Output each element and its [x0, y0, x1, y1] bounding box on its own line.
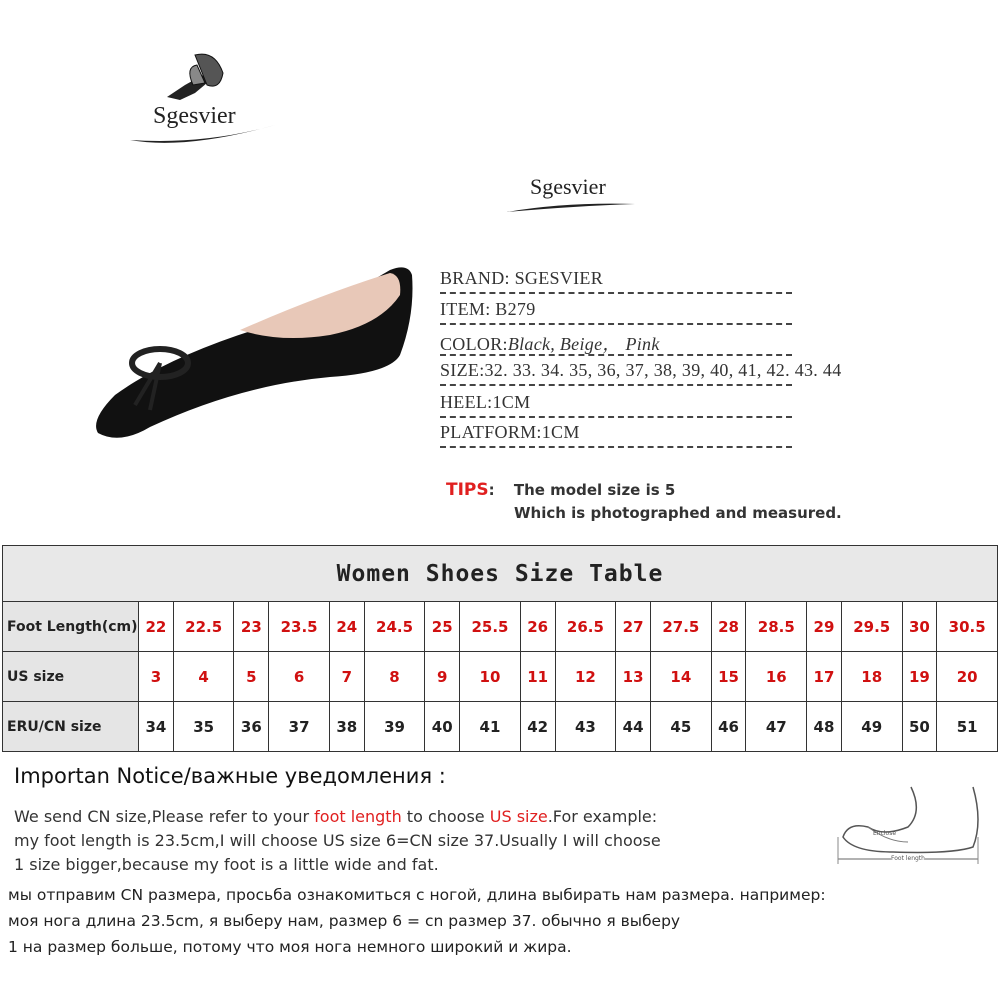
notice-text: We send CN size,Please refer to your	[14, 807, 315, 826]
notice-text: to choose	[401, 807, 490, 826]
product-info	[440, 266, 900, 456]
notice-english	[14, 805, 661, 877]
notice-text: my foot length is 23.5cm,I will choose US size 6=CN size 37.Usually I will choose	[14, 831, 661, 850]
tips-line1: The model size is 5	[513, 481, 676, 499]
divider	[440, 446, 792, 448]
table-cell: 28.5	[746, 602, 807, 652]
table-cell: 16	[746, 652, 807, 702]
foot-measure-diagram	[833, 782, 983, 872]
divider	[440, 416, 792, 418]
table-cell: 9	[425, 652, 460, 702]
table-cell: 10	[460, 652, 521, 702]
table-cell: 14	[651, 652, 712, 702]
table-row	[3, 652, 998, 702]
table-cell: 43	[555, 702, 616, 752]
table-cell: 50	[902, 702, 937, 752]
notice-title: Importan Notice/важные уведомления :	[14, 764, 446, 788]
table-cell: 26.5	[555, 602, 616, 652]
notice-highlight: US size	[489, 807, 548, 826]
table-cell: 22.5	[173, 602, 234, 652]
table-cell: 40	[425, 702, 460, 752]
table-cell: 35	[173, 702, 234, 752]
table-cell: 13	[616, 652, 651, 702]
table-cell: 37	[269, 702, 330, 752]
divider	[440, 354, 792, 356]
notice-highlight: foot length	[314, 807, 402, 826]
table-cell: 15	[711, 652, 746, 702]
item-field: ITEM: B279	[440, 299, 536, 319]
table-cell: 25.5	[460, 602, 521, 652]
notice-text: .For example:	[547, 807, 658, 826]
tips-line2: Which is photographed and measured.	[514, 504, 842, 522]
tips-colon: :	[488, 481, 495, 499]
size-table	[2, 545, 998, 752]
table-cell: 18	[841, 652, 902, 702]
notice-russian	[8, 882, 826, 960]
table-cell: 23	[234, 602, 269, 652]
tips-label: TIPS	[446, 480, 489, 500]
brand-logo-text: Sgesvier	[153, 103, 236, 129]
table-cell: 4	[173, 652, 234, 702]
table-cell: 29.5	[841, 602, 902, 652]
table-cell: 3	[139, 652, 174, 702]
table-row	[3, 702, 998, 752]
table-cell: 27.5	[651, 602, 712, 652]
table-cell: 24	[329, 602, 364, 652]
table-cell: 20	[937, 652, 998, 702]
swoosh-icon	[505, 194, 640, 216]
table-cell: 42	[520, 702, 555, 752]
table-cell: 34	[139, 702, 174, 752]
table-title: Women Shoes Size Table	[3, 546, 998, 602]
tips	[446, 480, 842, 522]
table-cell: 27	[616, 602, 651, 652]
brand-logo-text: Sgesvier	[530, 174, 606, 199]
size-field: SIZE:32. 33. 34. 35, 36, 37, 38, 39, 40, 41, 42. 43. 44	[440, 360, 842, 380]
butterfly-heel-icon	[125, 45, 285, 155]
table-cell: 25	[425, 602, 460, 652]
table-cell: 48	[807, 702, 842, 752]
notice-text: мы отправим CN размера, просьба ознакомиться с ногой, длина выбирать нам размера. например:	[8, 886, 826, 904]
platform-field: PLATFORM:1CM	[440, 422, 580, 442]
table-cell: 11	[520, 652, 555, 702]
table-cell: 24.5	[364, 602, 425, 652]
table-cell: 45	[651, 702, 712, 752]
table-cell: 46	[711, 702, 746, 752]
table-cell: 29	[807, 602, 842, 652]
table-cell: 49	[841, 702, 902, 752]
table-cell: 12	[555, 652, 616, 702]
color-field	[440, 330, 660, 356]
divider	[440, 384, 792, 386]
table-cell: 22	[139, 602, 174, 652]
brand-field: BRAND: SGESVIER	[440, 268, 604, 288]
table-row	[3, 602, 998, 652]
divider	[440, 292, 792, 294]
row-label: ERU/CN size	[3, 702, 139, 752]
notice-text: моя нога длина 23.5cm, я выберу нам, размер 6 = cn размер 37. обычно я выберу	[8, 912, 681, 930]
notice-text: 1 size bigger,because my foot is a little wide and fat.	[14, 855, 439, 874]
table-cell: 47	[746, 702, 807, 752]
color-label: COLOR:	[440, 334, 508, 354]
table-cell: 41	[460, 702, 521, 752]
product-image	[90, 255, 420, 450]
notice-text: 1 на размер больше, потому что моя нога немного широкий и жира.	[8, 938, 572, 956]
table-cell: 26	[520, 602, 555, 652]
row-label: Foot Length(cm)	[3, 602, 139, 652]
foot-length-label: Foot length	[891, 855, 925, 862]
table-cell: 6	[269, 652, 330, 702]
heel-field: HEEL:1CM	[440, 392, 531, 412]
table-cell: 36	[234, 702, 269, 752]
table-cell: 17	[807, 652, 842, 702]
row-label: US size	[3, 652, 139, 702]
enclose-label: Enclose	[873, 830, 897, 837]
table-cell: 5	[234, 652, 269, 702]
table-cell: 39	[364, 702, 425, 752]
table-cell: 23.5	[269, 602, 330, 652]
divider	[440, 323, 792, 325]
table-cell: 30	[902, 602, 937, 652]
brand-logo-center	[505, 172, 640, 217]
brand-logo-top	[125, 45, 285, 155]
table-cell: 7	[329, 652, 364, 702]
table-cell: 8	[364, 652, 425, 702]
table-cell: 38	[329, 702, 364, 752]
color-value: Black, Beige， Pink	[507, 334, 660, 354]
table-cell: 28	[711, 602, 746, 652]
table-cell: 51	[937, 702, 998, 752]
table-cell: 44	[616, 702, 651, 752]
table-cell: 19	[902, 652, 937, 702]
table-cell: 30.5	[937, 602, 998, 652]
